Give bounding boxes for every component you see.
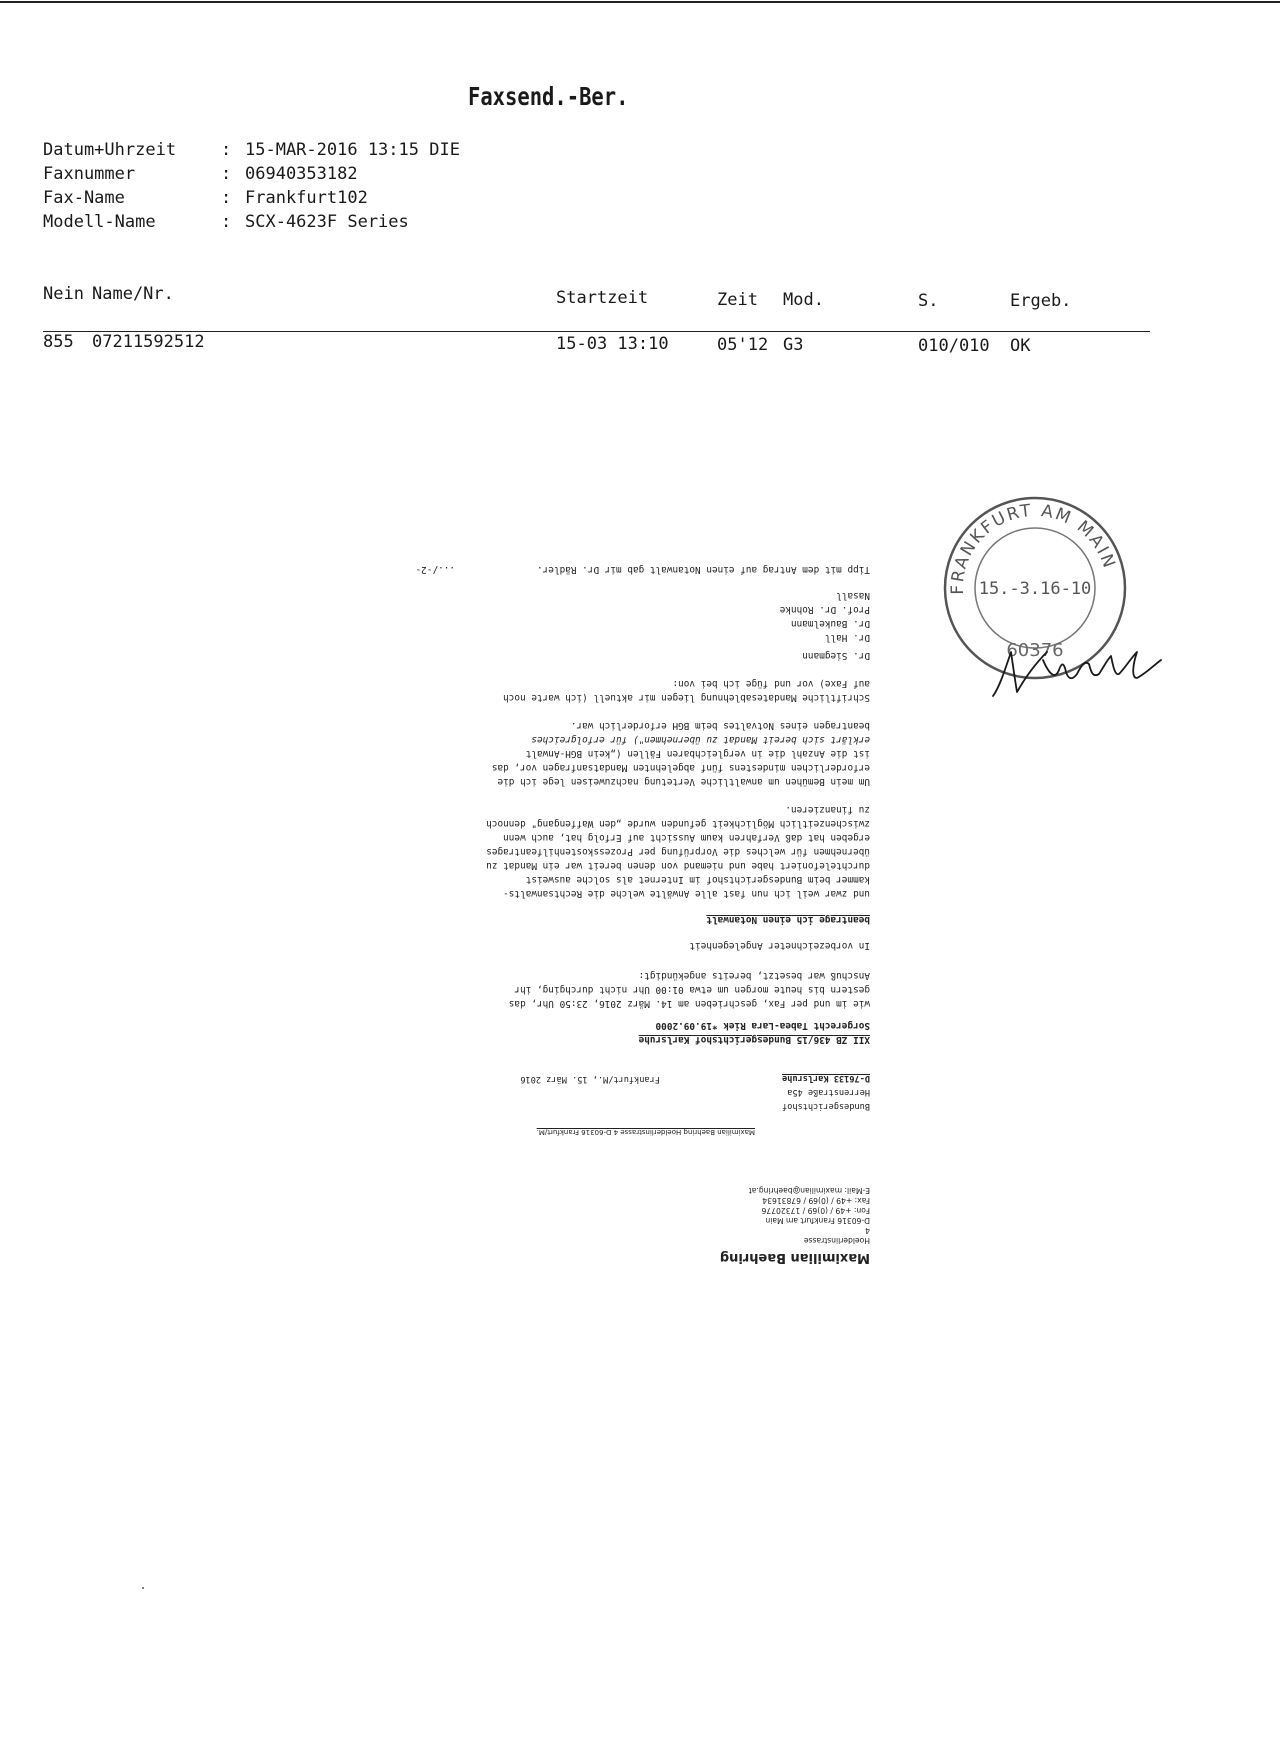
letter-text-line: Schriftliche Mandatesablehnung liegen mir aktuell (ich warte noch [503,692,870,703]
report-title: Faxsend.-Ber. [468,82,629,111]
letter-text-line: In vorbezeichneter Angelegenheit [689,940,870,951]
meta-label: Faxnummer [43,164,136,184]
letter-recipient-line: D-76133 Karlsruhe [782,1073,870,1083]
meta-colon: : [221,188,232,208]
col-header-mod: Mod. [783,290,824,310]
letter-text-line: und zwar weil ich nun fast alle Anwälte welche die Rechtsanwalts- [503,888,870,899]
letter-sender-line: 4 [865,1226,870,1235]
meta-value: 15-MAR-2016 13:15 DIE [245,140,460,160]
faxed-letter-upside-down [375,503,875,1283]
letter-sender-line: Fax: +49 / (0)69 / 67831634 [762,1196,870,1205]
meta-row-datetime [43,140,460,164]
record-ergeb: OK [1010,336,1031,356]
letter-sender-line: Fon: +49 / (0)69 / 17320776 [761,1206,870,1215]
meta-row-faxnumber [43,164,460,188]
letter-sender-line: D-60316 Frankfurt am Main [765,1216,870,1225]
letter-text-line: ergeben hat daß Verfahren kaum Aussicht auf Erfolg hat, auch wenn [503,832,870,843]
record-startzeit: 15-03 13:10 [556,334,669,354]
letter-text-line: zwischenzeitlich Möglichkeit gefunden wurde „den Waffengang" dennoch [486,818,870,829]
meta-row-faxname [43,188,460,212]
letter-recipient-line: Herrenstraße 45a [787,1087,870,1097]
meta-colon: : [221,140,232,160]
letter-text-line: zu finanzieren. [785,804,870,815]
col-header-nein: Nein [43,284,84,304]
meta-label: Datum+Uhrzeit [43,140,177,160]
meta-label: Modell-Name [43,212,156,232]
meta-label: Fax-Name [43,188,125,208]
letter-name-line: Nasall [836,590,870,601]
letter-text-line: auf Faxe) vor und füge ich bei von: [672,678,870,689]
meta-value: Frankfurt102 [245,188,368,208]
report-meta [43,140,460,236]
letter-name-line: Prof. Dr. Rohnke [779,604,870,615]
record-name: 07211592512 [92,332,205,352]
meta-row-model [43,212,460,236]
col-header-ergeb: Ergeb. [1010,291,1072,311]
meta-colon: : [221,164,232,184]
col-header-startzeit: Startzeit [556,288,649,308]
letter-name-line: Dr. Siegmann [802,650,870,661]
letter-text-line: beantrage ich einen Notanwalt [706,914,870,925]
col-header-s: S. [918,291,939,311]
letter-name-line: Dr. Hall [824,632,870,643]
letter-text-line: wie im und per Fax, geschrieben am 14. März 2016, 23:50 Uhr, das [508,998,870,1009]
letter-text-line: erforderlichen mindestens fünf abgelehnten Mandatsanfragen vor, das [491,762,870,773]
letter-text-line: Anschuß war besetzt, bereits angekündigt: [638,970,870,981]
letter-subject: XII ZB 436/15 Bundesgerichtshof Karlsruhe [638,1034,870,1045]
letter-text-line: übernehmen für welches die Vorprüfung per Prozesskostenhilfeantrages [486,846,870,857]
meta-value: 06940353182 [245,164,358,184]
top-edge-line [0,1,1280,3]
stamp-code: 60376 [1006,640,1064,661]
letter-text-line: ist die Anzahl die in vergleichbaren Fällen („kein BGH-Anwalt [525,748,870,759]
record-nein: 855 [43,332,74,352]
letter-text-line: beantragen eines Notvaltes beim BGH erforderlich war. [570,720,870,731]
letter-page-ref: .../-2- [415,564,455,575]
col-header-name: Name/Nr. [92,284,174,304]
record-zeit: 05'12 [717,335,769,355]
letter-name-line: Dr. Baukelmann [790,618,870,629]
letter-sender-name: Maximilian Baehring [719,1250,870,1265]
letter-place-date: Frankfurt/M., 15. März 2016 [520,1074,660,1084]
letter-subject: Sorgerecht Tabea-Lara Riek *19.09.2000 [655,1020,870,1031]
handwritten-signature [985,630,1175,710]
letter-sender-line: Hoelderlinstrasse [803,1236,870,1245]
stamp-arc-textpath: FRANKFURT AM MAIN [947,500,1120,595]
meta-value: SCX-4623F Series [245,212,409,232]
header-rule [43,331,1150,332]
letter-recipient-line: Bundesgerichtshof [782,1101,870,1111]
letter-text-line: durchtelefoniert habe und niemand von denen bereit war ein Mandat zu [486,860,870,871]
letter-text-line: Um mein Bemühen um anwaltliche Vertetung nachzuweisen lege ich die [497,776,870,787]
letter-text-line: kammer beim Bundesgerichtshof im Internet als solche ausweist [525,874,870,885]
letter-text-line: gestern bis heute morgen um etwa 01:00 Uhr nicht durchging, ihr [514,984,870,995]
col-header-zeit: Zeit [717,290,758,310]
record-mod: G3 [783,335,804,355]
letter-text-line: erklärt sich bereit Mandat zu übernehmen") für erfolgreiches [531,734,870,745]
letter-sender-line: E-Mail: maximilian@baehring.at [748,1186,870,1195]
letter-tip-line: Tipp mit dem Antrag auf einen Notanwalt gab mir Dr. Rädler. [536,564,870,575]
scan-speck [142,1587,144,1589]
stamp-date: 15.-3.16-10 [978,579,1092,599]
record-s: 010/010 [918,336,990,356]
meta-colon: : [221,212,232,232]
letter-return-address: Maximilian Baehring Hoelderlinstrasse 4 D-60316 Frankfurt/M. [536,1128,755,1136]
